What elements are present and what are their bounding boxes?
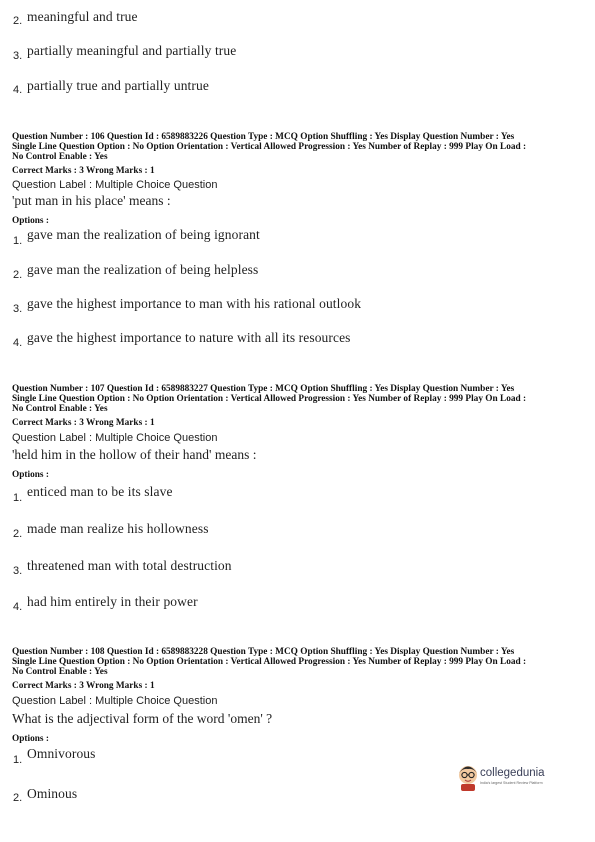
meta-line: Question Number : 106 Question Id : 6589883226 Question Type : MCQ Option Shuffling : Yes Display Question Number : Yes (12, 132, 515, 142)
question-meta (12, 384, 584, 414)
option-text: made man realize his hollowness (27, 521, 209, 536)
meta-line: Question Number : 108 Question Id : 6589883228 Question Type : MCQ Option Shuffling : Yes Display Question Number : Yes (12, 647, 515, 657)
meta-line: Single Line Question Option : No Option Orientation : Vertical Allowed Progression : Yes Number of Replay : 999 Play On Load : (12, 142, 527, 152)
option-text: partially meaningful and partially true (27, 43, 237, 58)
meta-line: No Control Enable : Yes (12, 667, 108, 677)
option-text: threatened man with total destruction (27, 558, 232, 573)
option-number: 3. (13, 303, 23, 315)
option-text: gave the highest importance to man with his rational outlook (27, 296, 362, 311)
option-text: gave man the realization of being ignorant (27, 227, 260, 242)
meta-line: Single Line Question Option : No Option Orientation : Vertical Allowed Progression : Yes Number of Replay : 999 Play On Load : (12, 394, 527, 404)
option-number: 2. (13, 15, 23, 27)
option-number: 2. (13, 528, 23, 540)
question-marks: Correct Marks : 3 Wrong Marks : 1 (12, 166, 155, 176)
option-text: Ominous (27, 786, 78, 801)
option-number: 2. (13, 269, 23, 281)
question-label: Question Label : Multiple Choice Question (12, 432, 218, 444)
option-text: had him entirely in their power (27, 594, 198, 609)
option-text: enticed man to be its slave (27, 484, 173, 499)
option-number: 4. (13, 601, 23, 613)
question-marks: Correct Marks : 3 Wrong Marks : 1 (12, 418, 155, 428)
option-number: 1. (13, 235, 23, 247)
question-text: What is the adjectival form of the word 'omen' ? (12, 711, 273, 726)
meta-line: No Control Enable : Yes (12, 152, 108, 162)
question-label: Question Label : Multiple Choice Question (12, 695, 218, 707)
question-text: 'held him in the hollow of their hand' means : (12, 447, 257, 462)
option-number: 4. (13, 337, 23, 349)
option-text: gave the highest importance to nature with all its resources (27, 330, 351, 345)
option-text: partially true and partially untrue (27, 78, 209, 93)
option-number: 4. (13, 84, 23, 96)
options-label: Options : (12, 216, 49, 226)
question-label: Question Label : Multiple Choice Question (12, 179, 218, 191)
option-number: 3. (13, 50, 23, 62)
question-meta (12, 132, 584, 162)
logo-brand-text: collegedunia (480, 767, 545, 779)
question-meta (12, 647, 584, 677)
option-text: gave man the realization of being helpless (27, 262, 259, 277)
question-marks: Correct Marks : 3 Wrong Marks : 1 (12, 681, 155, 691)
option-number: 1. (13, 492, 23, 504)
option-text: meaningful and true (27, 9, 138, 24)
meta-line: Single Line Question Option : No Option Orientation : Vertical Allowed Progression : Yes Number of Replay : 999 Play On Load : (12, 657, 527, 667)
option-number: 1. (13, 754, 23, 766)
options-label: Options : (12, 470, 49, 480)
meta-line: No Control Enable : Yes (12, 404, 108, 414)
option-number: 3. (13, 565, 23, 577)
meta-line: Question Number : 107 Question Id : 6589883227 Question Type : MCQ Option Shuffling : Yes Display Question Number : Yes (12, 384, 515, 394)
logo-tagline: India's largest Student Review Platform (480, 781, 543, 785)
question-text: 'put man in his place' means : (12, 193, 171, 208)
mascot-icon (459, 766, 477, 791)
options-label: Options : (12, 734, 49, 744)
option-text: Omnivorous (27, 746, 96, 761)
option-number: 2. (13, 792, 23, 804)
